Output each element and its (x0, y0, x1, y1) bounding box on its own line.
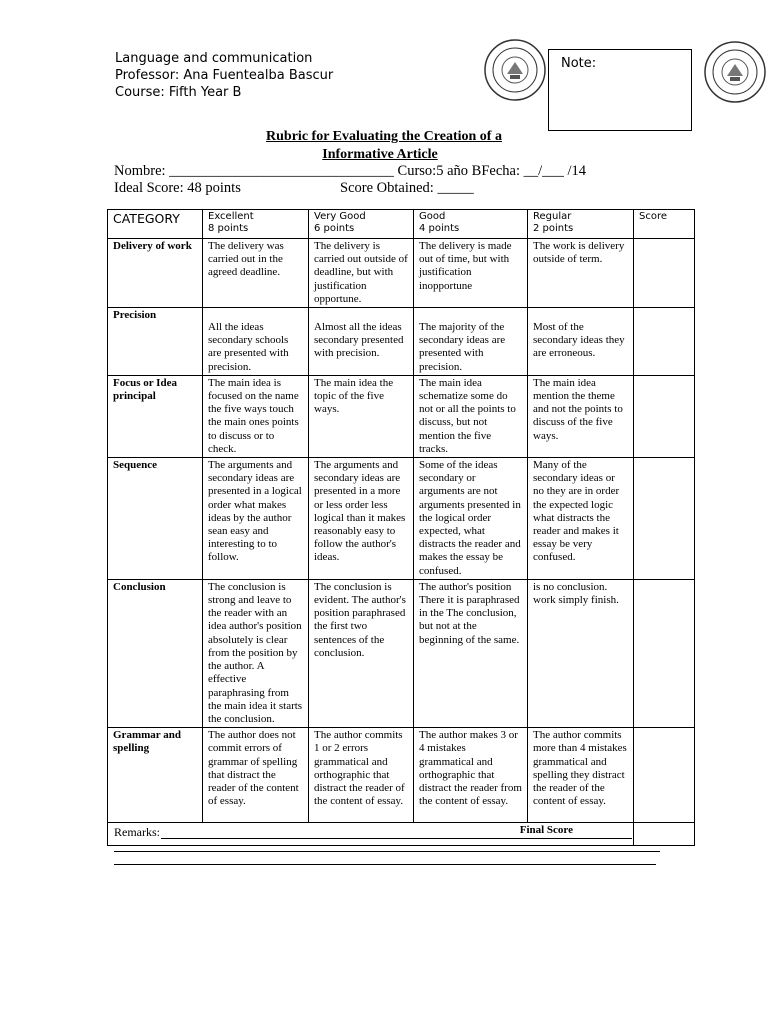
remarks-line[interactable] (161, 838, 632, 839)
header-regular: Regular 2 points (528, 210, 634, 239)
final-score-label: Final Score (108, 823, 634, 846)
header-very-good: Very Good 6 points (309, 210, 414, 239)
good-cell: The delivery is made out of time, but with justification inopportune (414, 239, 528, 308)
table-row (108, 308, 695, 376)
table-header-row (108, 210, 695, 239)
category-cell: Delivery of work (108, 239, 203, 308)
table-row (108, 375, 695, 457)
header-excellent: Excellent 8 points (203, 210, 309, 239)
very-good-cell: The arguments and secondary ideas are presented in a more or less order less logical than it makes reasonably easy to follow the author's ideas. (309, 458, 414, 580)
regular-cell: The main idea mention the theme and not the points to discuss of the five ways. (528, 375, 634, 457)
very-good-cell: Almost all the ideas secondary presented with precision. (309, 308, 414, 376)
rubric-table (107, 209, 695, 846)
school-seal-icon (483, 38, 547, 102)
remarks-line[interactable] (114, 851, 660, 852)
score-cell[interactable] (634, 728, 695, 823)
good-cell: The main idea schematize some do not or all the points to discuss, but not mention the five tracks. (414, 375, 528, 457)
note-box (548, 49, 692, 131)
very-good-cell: The conclusion is evident. The author's position paraphrased the first two sentences of the conclusion. (309, 579, 414, 727)
table-row (108, 579, 695, 727)
excellent-cell: All the ideas secondary schools are presented with precision. (203, 308, 309, 376)
table-row (108, 239, 695, 308)
category-cell: Conclusion (108, 579, 203, 727)
very-good-cell: The main idea the topic of the five ways. (309, 375, 414, 457)
excellent-cell: The conclusion is strong and leave to the reader with an idea author's position absolutely is clear from the position by the author. A effective paraphrasing from the main idea it starts the conclusion. (203, 579, 309, 727)
good-cell: Some of the ideas secondary or arguments are not arguments presented in the logical order expected, what distracts the reader and makes the essay be confused. (414, 458, 528, 580)
category-cell: Precision (108, 308, 203, 376)
excellent-cell: The main idea is focused on the name the five ways touch the main ones points to discuss or to check. (203, 375, 309, 457)
score-cell[interactable] (634, 579, 695, 727)
score-obtained: Score Obtained: _____ (340, 180, 474, 196)
good-cell: The author's position There it is paraphrased in the The conclusion, but not at the beginning of the same. (414, 579, 528, 727)
document-header (115, 50, 333, 101)
good-cell: The majority of the secondary ideas are presented with precision. (414, 308, 528, 376)
regular-cell: Most of the secondary ideas they are erroneous. (528, 308, 634, 376)
course-line: Course: Fifth Year B (115, 85, 242, 100)
regular-cell: The work is delivery outside of term. (528, 239, 634, 308)
excellent-cell: The delivery was carried out in the agreed deadline. (203, 239, 309, 308)
good-cell: The author makes 3 or 4 mistakes grammatical and orthographic that distract the reader from the content of essay. (414, 728, 528, 823)
subject-line: Language and communication (115, 51, 313, 66)
very-good-cell: The delivery is carried out outside of deadline, but with justification opportune. (309, 239, 414, 308)
category-cell: Sequence (108, 458, 203, 580)
score-cell[interactable] (634, 239, 695, 308)
title-line-1: Rubric for Evaluating the Creation of a (266, 129, 502, 144)
table-row (108, 728, 695, 823)
excellent-cell: The arguments and secondary ideas are presented in a logical order what makes ideas by the author sean easy and interesting to to follow. (203, 458, 309, 580)
score-cell[interactable] (634, 308, 695, 376)
remarks-label: Remarks: (114, 825, 160, 839)
title-line-2: Informative Article (322, 147, 438, 162)
excellent-cell: The author does not commit errors of grammar of spelling that distract the reader of the content of essay. (203, 728, 309, 823)
header-score: Score (634, 210, 695, 239)
category-cell: Focus or Idea principal (108, 375, 203, 457)
remarks-line[interactable] (114, 864, 656, 865)
final-score-row (108, 823, 695, 846)
student-info-line: Nombre: _______________________________ Curso:5 año BFecha: __/___ /14 (114, 163, 587, 179)
table-row (108, 458, 695, 580)
score-cell[interactable] (634, 458, 695, 580)
regular-cell: The author commits more than 4 mistakes grammatical and spelling they distract the reader of the content of essay. (528, 728, 634, 823)
header-category: CATEGORY (108, 210, 203, 239)
very-good-cell: The author commits 1 or 2 errors grammatical and orthographic that distract the reader of the content of essay. (309, 728, 414, 823)
score-cell[interactable] (634, 375, 695, 457)
school-seal-icon (703, 40, 767, 104)
regular-cell: is no conclusion. work simply finish. (528, 579, 634, 727)
category-cell: Grammar and spelling (108, 728, 203, 823)
regular-cell: Many of the secondary ideas or no they are in order the expected logic what distracts the reader and makes it essay be very confused. (528, 458, 634, 580)
note-label: Note: (561, 56, 597, 71)
professor-line: Professor: Ana Fuentealba Bascur (115, 68, 334, 83)
ideal-score: Ideal Score: 48 points (114, 180, 241, 196)
header-good: Good 4 points (414, 210, 528, 239)
final-score-cell[interactable] (634, 823, 695, 846)
